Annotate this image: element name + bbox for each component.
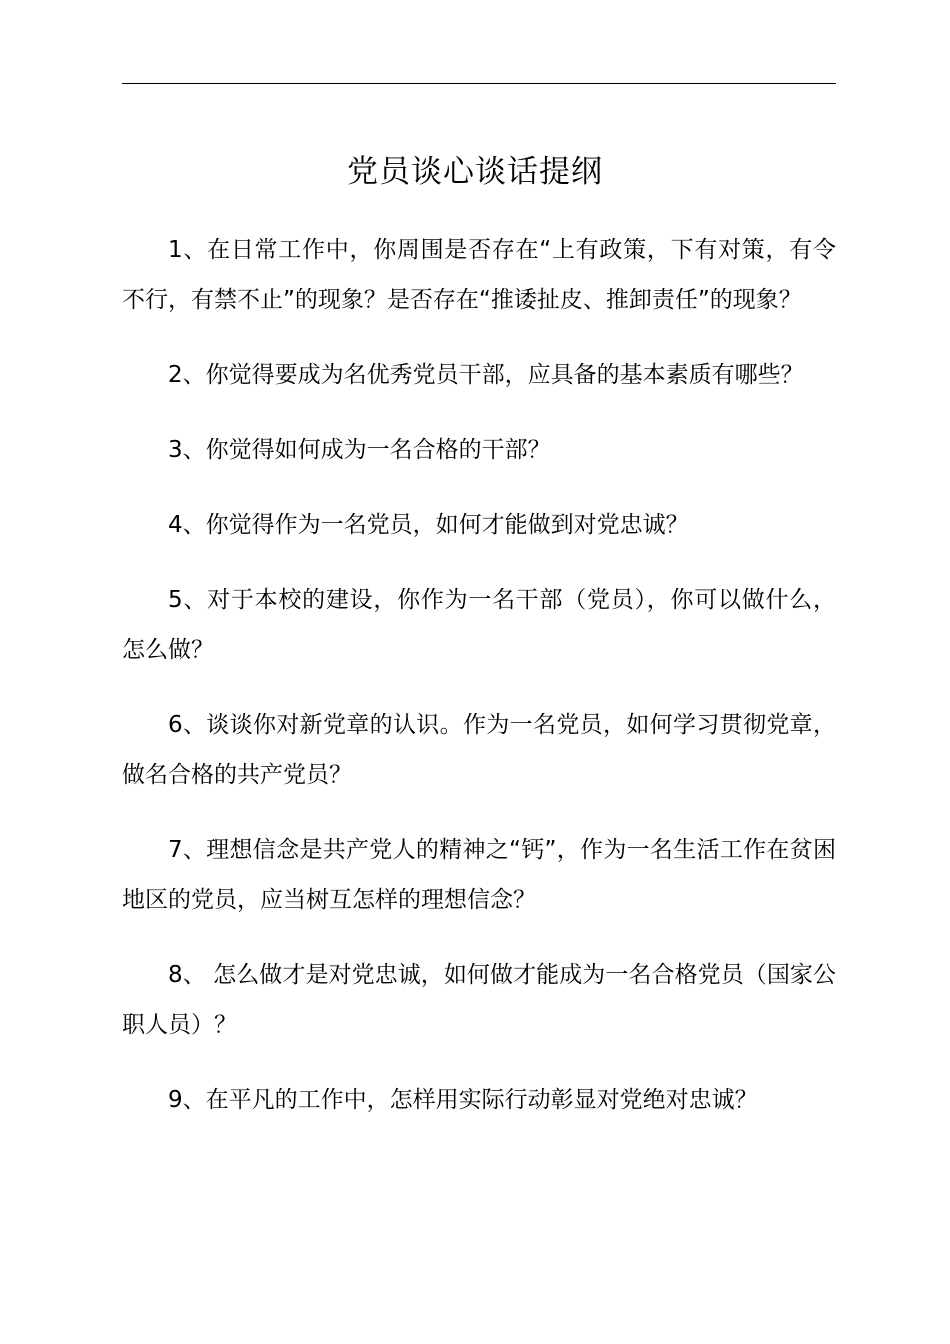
question-item-9: 9、在平凡的工作中，怎样用实际行动彰显对党绝对忠诚？ xyxy=(168,1087,758,1113)
question-item-4: 4、你觉得作为一名党员，如何才能做到对党忠诚？ xyxy=(168,512,689,538)
question-item-1: 1、在日常工作中，你周围是否存在“上有政策，下有对策，有令不行，有禁不止”的现象？是否存在“推诿扯皮、推卸责任”的现象？ xyxy=(122,237,836,313)
question-item-7: 7、理想信念是共产党人的精神之“钙”，作为一名生活工作在贫困地区的党员，应当树互怎样的理想信念？ xyxy=(122,837,836,913)
question-item-2: 2、你觉得要成为名优秀党员干部，应具备的基本素质有哪些？ xyxy=(168,362,804,388)
question-item-8: 8、 怎么做才是对党忠诚，如何做才能成为一名合格党员（国家公职人员）？ xyxy=(122,962,836,1038)
question-item-6: 6、谈谈你对新党章的认识。作为一名党员，如何学习贯彻党章，做名合格的共产党员？ xyxy=(122,712,836,788)
question-list xyxy=(122,225,836,1150)
header-rule xyxy=(122,83,836,84)
question-item-3: 3、你觉得如何成为一名合格的干部？ xyxy=(168,437,551,463)
question-item-5: 5、对于本校的建设，你作为一名干部（党员），你可以做什么，怎么做？ xyxy=(122,587,836,663)
document-title: 党员谈心谈话提纲 xyxy=(347,154,603,190)
